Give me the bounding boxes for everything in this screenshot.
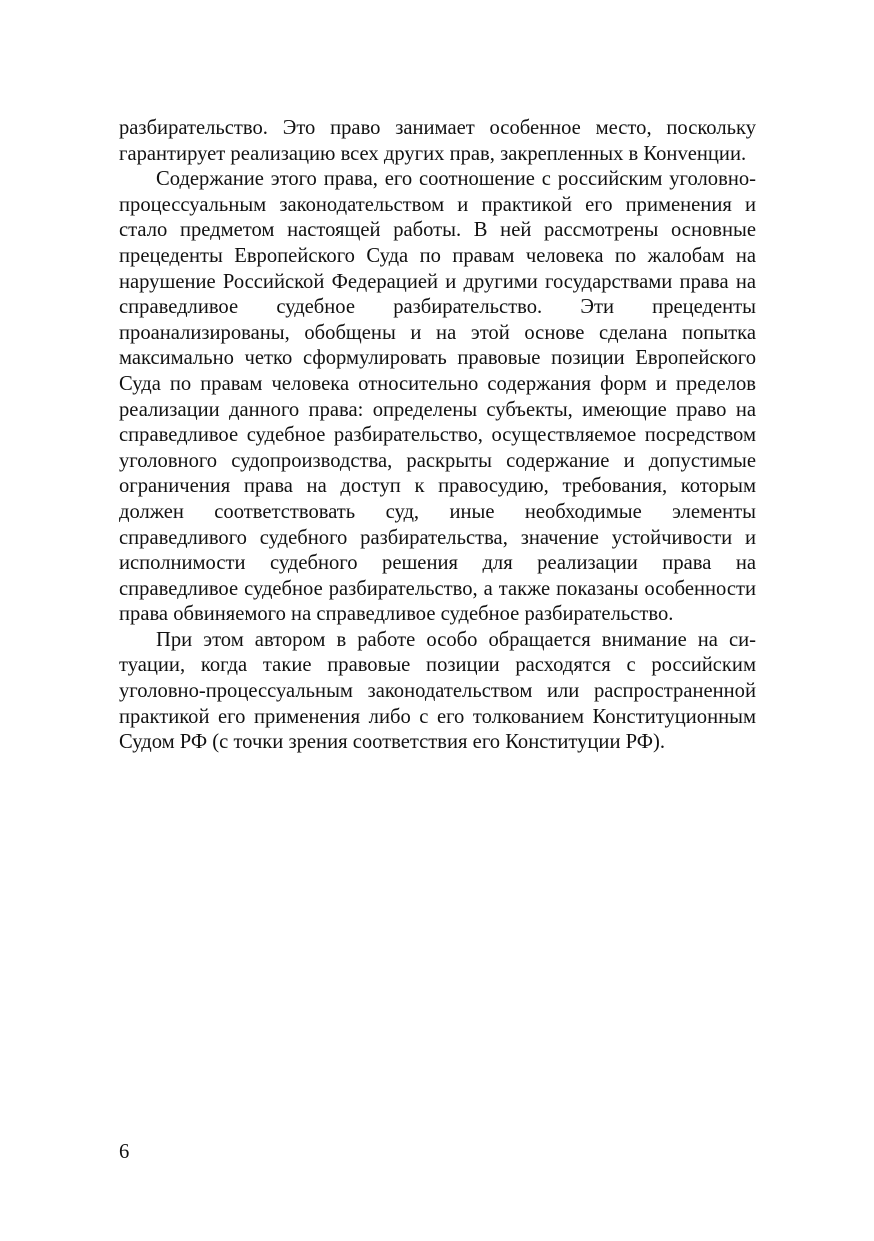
page-number: 6 <box>119 1141 130 1163</box>
paragraph-continuation: разбирательство. Это право занимает особенное место, поскольку гарантирует реализацию всех других прав, закрепленных в Конvенции. <box>119 117 756 165</box>
paragraph-subject: Содержание этого права, его соотношение с российским уголовно-процессуальным законодательством и практикой его применения и стало предметом настоящей работы. В ней рассмотрены основные прецеденты Европейского Суда по правам человека по жалобам на нарушение Российской Федерацией и другими государствами права на справедливое судебное разбирательство. Эти прецеденты проанализированы, обобщены и на этой основе сделана попытка максимально четко сформулировать правовые позиции Европейского Суда по правам человека относительно содержания форм и пределов реализации данного права: определены субъекты, имеющие право на справедливое судебное разбирательство, осуществляемое посредством уголовного судопроизводства, раскрыты содержание и допустимые ограничения права на доступ к правосудию, требования, которым должен соответствовать суд, иные необходимые элементы справедливого судебного разбирательства, значение устойчивости и исполнимости судебного решения для реализации права на справедливое судебное разбирательство, а также показаны особенности права обвиняемого на справедливое судебное разбирательство. <box>119 168 756 626</box>
paragraph-author-focus: При этом автором в работе особо обращается внимание на ситуации, когда такие правовые позиции расходятся с российским уголовно-процессуальным законодательством или распространенной практикой его применения либо с его толкованием Конституционным Судом РФ (с точки зрения соответствия его Конституции РФ). <box>119 628 756 754</box>
body-text <box>119 116 756 756</box>
